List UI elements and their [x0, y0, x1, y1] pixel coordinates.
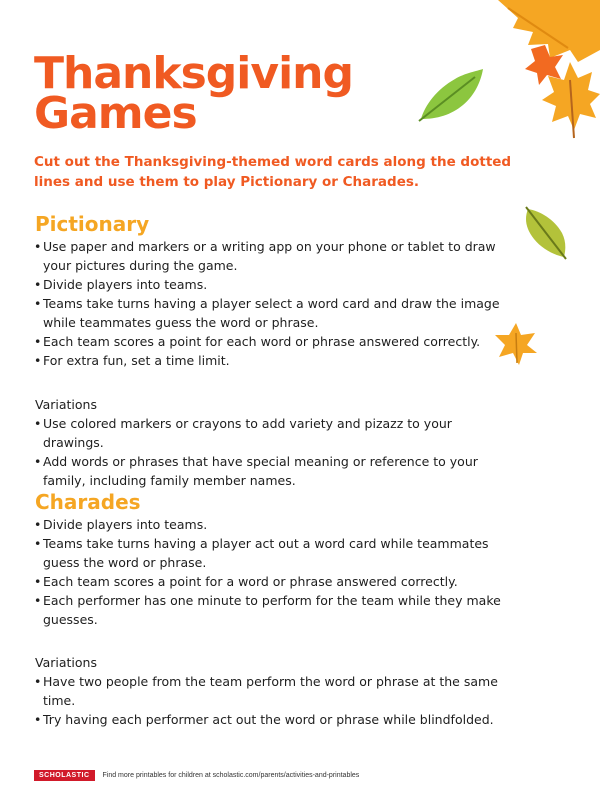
maple-leaf-icon [525, 45, 565, 85]
list-item: • Teams take turns having a player act out a word card while teammates guess the word or phrase. [34, 534, 514, 572]
list-item: • Each team scores a point for each word or phrase answered correctly. [34, 332, 514, 351]
list-item: • Use paper and markers or a writing app on your phone or tablet to draw your pictures during the game. [34, 237, 514, 275]
list-item: • Each performer has one minute to perform for the team while they make guesses. [34, 591, 514, 629]
list-item: • Add words or phrases that have special meaning or reference to your family, including family member names. [34, 452, 514, 490]
list-item: • Teams take turns having a player select a word card and draw the image while teammates guess the word or phrase. [34, 294, 514, 332]
charades-heading: Charades [35, 490, 141, 514]
charades-variations-label: Variations [35, 655, 97, 670]
list-item: • Have two people from the team perform the word or phrase at the same time. [34, 672, 514, 710]
pictionary-variations-label: Variations [35, 397, 97, 412]
pictionary-rules-list [34, 237, 514, 370]
oak-leaf-icon [415, 65, 485, 125]
page-title-line-1: Thanksgiving [34, 48, 353, 99]
pictionary-variations-list [34, 414, 514, 490]
pictionary-heading: Pictionary [35, 212, 150, 236]
page-title-line-2: Games [34, 88, 197, 139]
list-item: • Try having each performer act out the word or phrase while blindfolded. [34, 710, 514, 729]
green-leaf-icon [520, 205, 570, 260]
list-item: • For extra fun, set a time limit. [34, 351, 514, 370]
footer-text: Find more printables for children at scholastic.com/parents/activities-and-printables [102, 772, 360, 779]
charades-rules-list [34, 515, 514, 629]
intro-text: Cut out the Thanksgiving-themed word cards along the dotted lines and use them to play Pictionary or Charades. [34, 154, 512, 190]
charades-variations-list [34, 672, 514, 729]
list-item: • Each team scores a point for a word or phrase answered correctly. [34, 572, 514, 591]
scholastic-logo: SCHOLASTIC [34, 770, 95, 781]
footer [34, 770, 359, 781]
list-item: • Use colored markers or crayons to add variety and pizazz to your drawings. [34, 414, 514, 452]
list-item: • Divide players into teams. [34, 275, 514, 294]
list-item: • Divide players into teams. [34, 515, 514, 534]
